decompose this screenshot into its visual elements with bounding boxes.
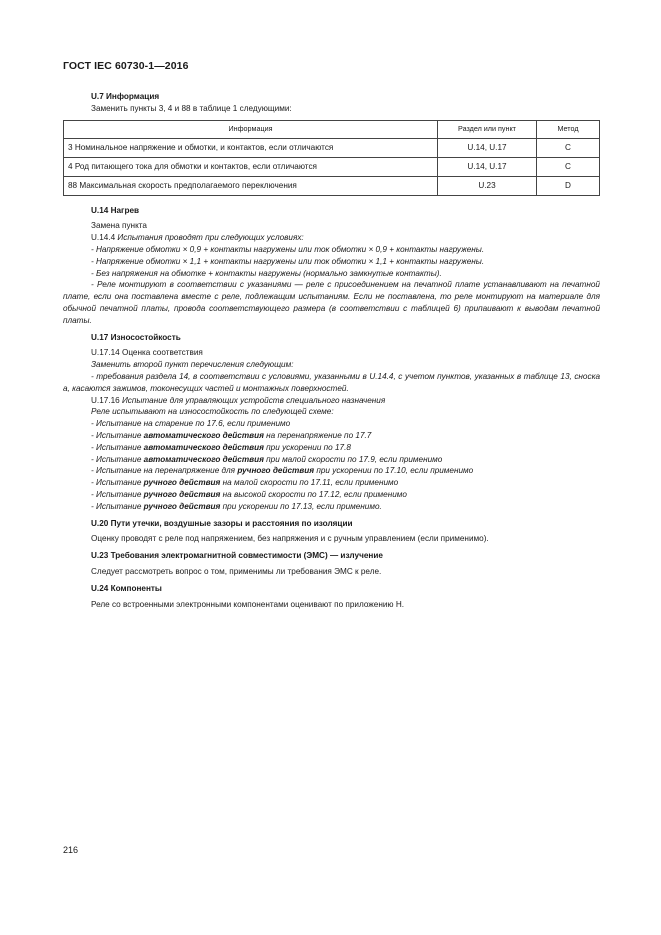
u17-line — [63, 395, 600, 407]
table-cell-info: 88 Максимальная скорость предполагаемого переключения — [64, 176, 438, 195]
list-item-prefix: - Испытание на перенапряжение для — [91, 466, 238, 476]
list-item-suffix: при малой скорости по 17.9, если применимо — [263, 454, 443, 464]
table-header-row — [64, 120, 600, 138]
list-item: - Испытание на старение по 17.6, если применимо — [91, 419, 291, 429]
list-item — [63, 501, 600, 513]
table-cell-clause: U.14, U.17 — [438, 157, 537, 176]
u14-line: Замена пункта — [91, 221, 147, 231]
clause-number: U.17.16 — [91, 395, 122, 405]
u17-paragraph: - требования раздела 14, в соответствии с условиями, указанными в U.14.4, с учетом пунктов, указанных в таблице 13, сноска a, касаются зажимов, токонесущих частей и монтажных поверхностей. — [63, 371, 600, 393]
u24-text: Реле со встроенными электронными компонентами оценивают по приложению H. — [91, 599, 405, 609]
list-item — [63, 442, 600, 454]
u14-line: - Напряжение обмотки × 0,9 + контакты нагружены или ток обмотки × 0,9 + контакты нагружены. — [91, 244, 485, 254]
list-item — [63, 489, 600, 501]
list-item-suffix: на малой скорости по 17.11, если применимо — [220, 478, 399, 488]
list-item-suffix: на высокой скорости по 17.12, если применимо — [220, 489, 407, 499]
table-cell-method: D — [537, 176, 600, 195]
list-item — [63, 477, 600, 489]
list-item-emphasis: ручного действия — [143, 501, 221, 511]
section-title-u14: U.14 Нагрев — [91, 205, 140, 215]
list-item-emphasis: автоматического действия — [143, 430, 264, 440]
table-row — [64, 176, 600, 195]
u17-line: Заменить второй пункт перечисления следующим: — [91, 360, 294, 370]
clause-text: Испытания проводят при следующих условиях: — [117, 233, 304, 243]
u7-intro: Заменить пункты 3, 4 и 88 в таблице 1 следующими: — [91, 103, 292, 113]
u20-text: Оценку проводят с реле под напряжением, без напряжения и с ручным управлением (если применимо). — [91, 534, 489, 544]
list-item-emphasis: ручного действия — [237, 466, 315, 476]
list-item-prefix: - Испытание — [91, 489, 144, 499]
table-cell-info: 4 Род питающего тока для обмотки и контактов, если отличаются — [64, 157, 438, 176]
list-item-suffix: на перенапряжение по 17.7 — [263, 430, 372, 440]
table-header-method: Метод — [537, 120, 600, 138]
section-title-u17: U.17 Износостойкость — [91, 332, 181, 342]
list-item-emphasis: ручного действия — [143, 478, 221, 488]
page-content — [63, 91, 600, 610]
table-row — [64, 138, 600, 157]
section-title-u24: U.24 Компоненты — [91, 583, 162, 593]
table-row — [64, 157, 600, 176]
table-cell-clause: U.14, U.17 — [438, 138, 537, 157]
section-title-u23: U.23 Требования электромагнитной совместимости (ЭМС) — излучение — [91, 551, 383, 561]
table-cell-info: 3 Номинальное напряжение и обмотки, и контактов, если отличаются — [64, 138, 438, 157]
table-header-clause: Раздел или пункт — [438, 120, 537, 138]
table-cell-clause: U.23 — [438, 176, 537, 195]
clause-text: Испытание для управляющих устройств специального назначения — [121, 395, 386, 405]
list-item — [63, 430, 600, 442]
list-item — [63, 454, 600, 466]
page-number: 216 — [63, 845, 79, 855]
list-item-prefix: - Испытание — [91, 478, 144, 488]
list-item-prefix: - Испытание — [91, 454, 144, 464]
list-item-prefix: - Испытание — [91, 430, 144, 440]
list-item-prefix: - Испытание — [91, 442, 144, 452]
table-header-information: Информация — [64, 120, 438, 138]
u17-line: Реле испытывают на износостойкость по следующей схеме: — [91, 407, 334, 417]
list-item — [63, 465, 600, 477]
list-item-emphasis: автоматического действия — [143, 442, 264, 452]
list-item-suffix: при ускорении по 17.10, если применимо — [314, 466, 474, 476]
clause-number: U.14.4 — [91, 233, 118, 243]
document-header: ГОСТ IEC 60730-1—2016 — [63, 60, 189, 72]
u23-text: Следует рассмотреть вопрос о том, применимы ли требования ЭМС к реле. — [91, 566, 382, 576]
table-cell-method: C — [537, 157, 600, 176]
u17-line: U.17.14 Оценка соответствия — [91, 348, 203, 358]
section-title-u20: U.20 Пути утечки, воздушные зазоры и расстояния по изоляции — [91, 518, 353, 528]
u14-paragraph: - Реле монтируют в соответствии с указаниями — реле с присоединением на печатной плате устанавливают на печатной плате, если она поставлена вместе с реле, подлежащим испытаниям. Если не поставлена, то реле монтируют на материале для обычной печатной платы, провода соответствующего размера (в соответствии с таблицей 6) припаивают к выводам печатной платы. — [63, 280, 600, 325]
u14-line: - Напряжение обмотки × 1,1 + контакты нагружены или ток обмотки × 1,1 + контакты нагружены. — [91, 256, 485, 266]
table-cell-method: C — [537, 138, 600, 157]
u14-line — [63, 232, 600, 244]
list-item-emphasis: ручного действия — [143, 489, 221, 499]
section-title-u7: U.7 Информация — [91, 92, 160, 101]
list-item-suffix: при ускорении по 17.8 — [263, 442, 351, 452]
list-item-suffix: при ускорении по 17.13, если применимо. — [220, 501, 382, 511]
information-table — [63, 120, 600, 196]
u14-line: - Без напряжения на обмотке + контакты нагружены (нормально замкнутые контакты). — [91, 268, 442, 278]
list-item-emphasis: автоматического действия — [143, 454, 264, 464]
list-item-prefix: - Испытание — [91, 501, 144, 511]
